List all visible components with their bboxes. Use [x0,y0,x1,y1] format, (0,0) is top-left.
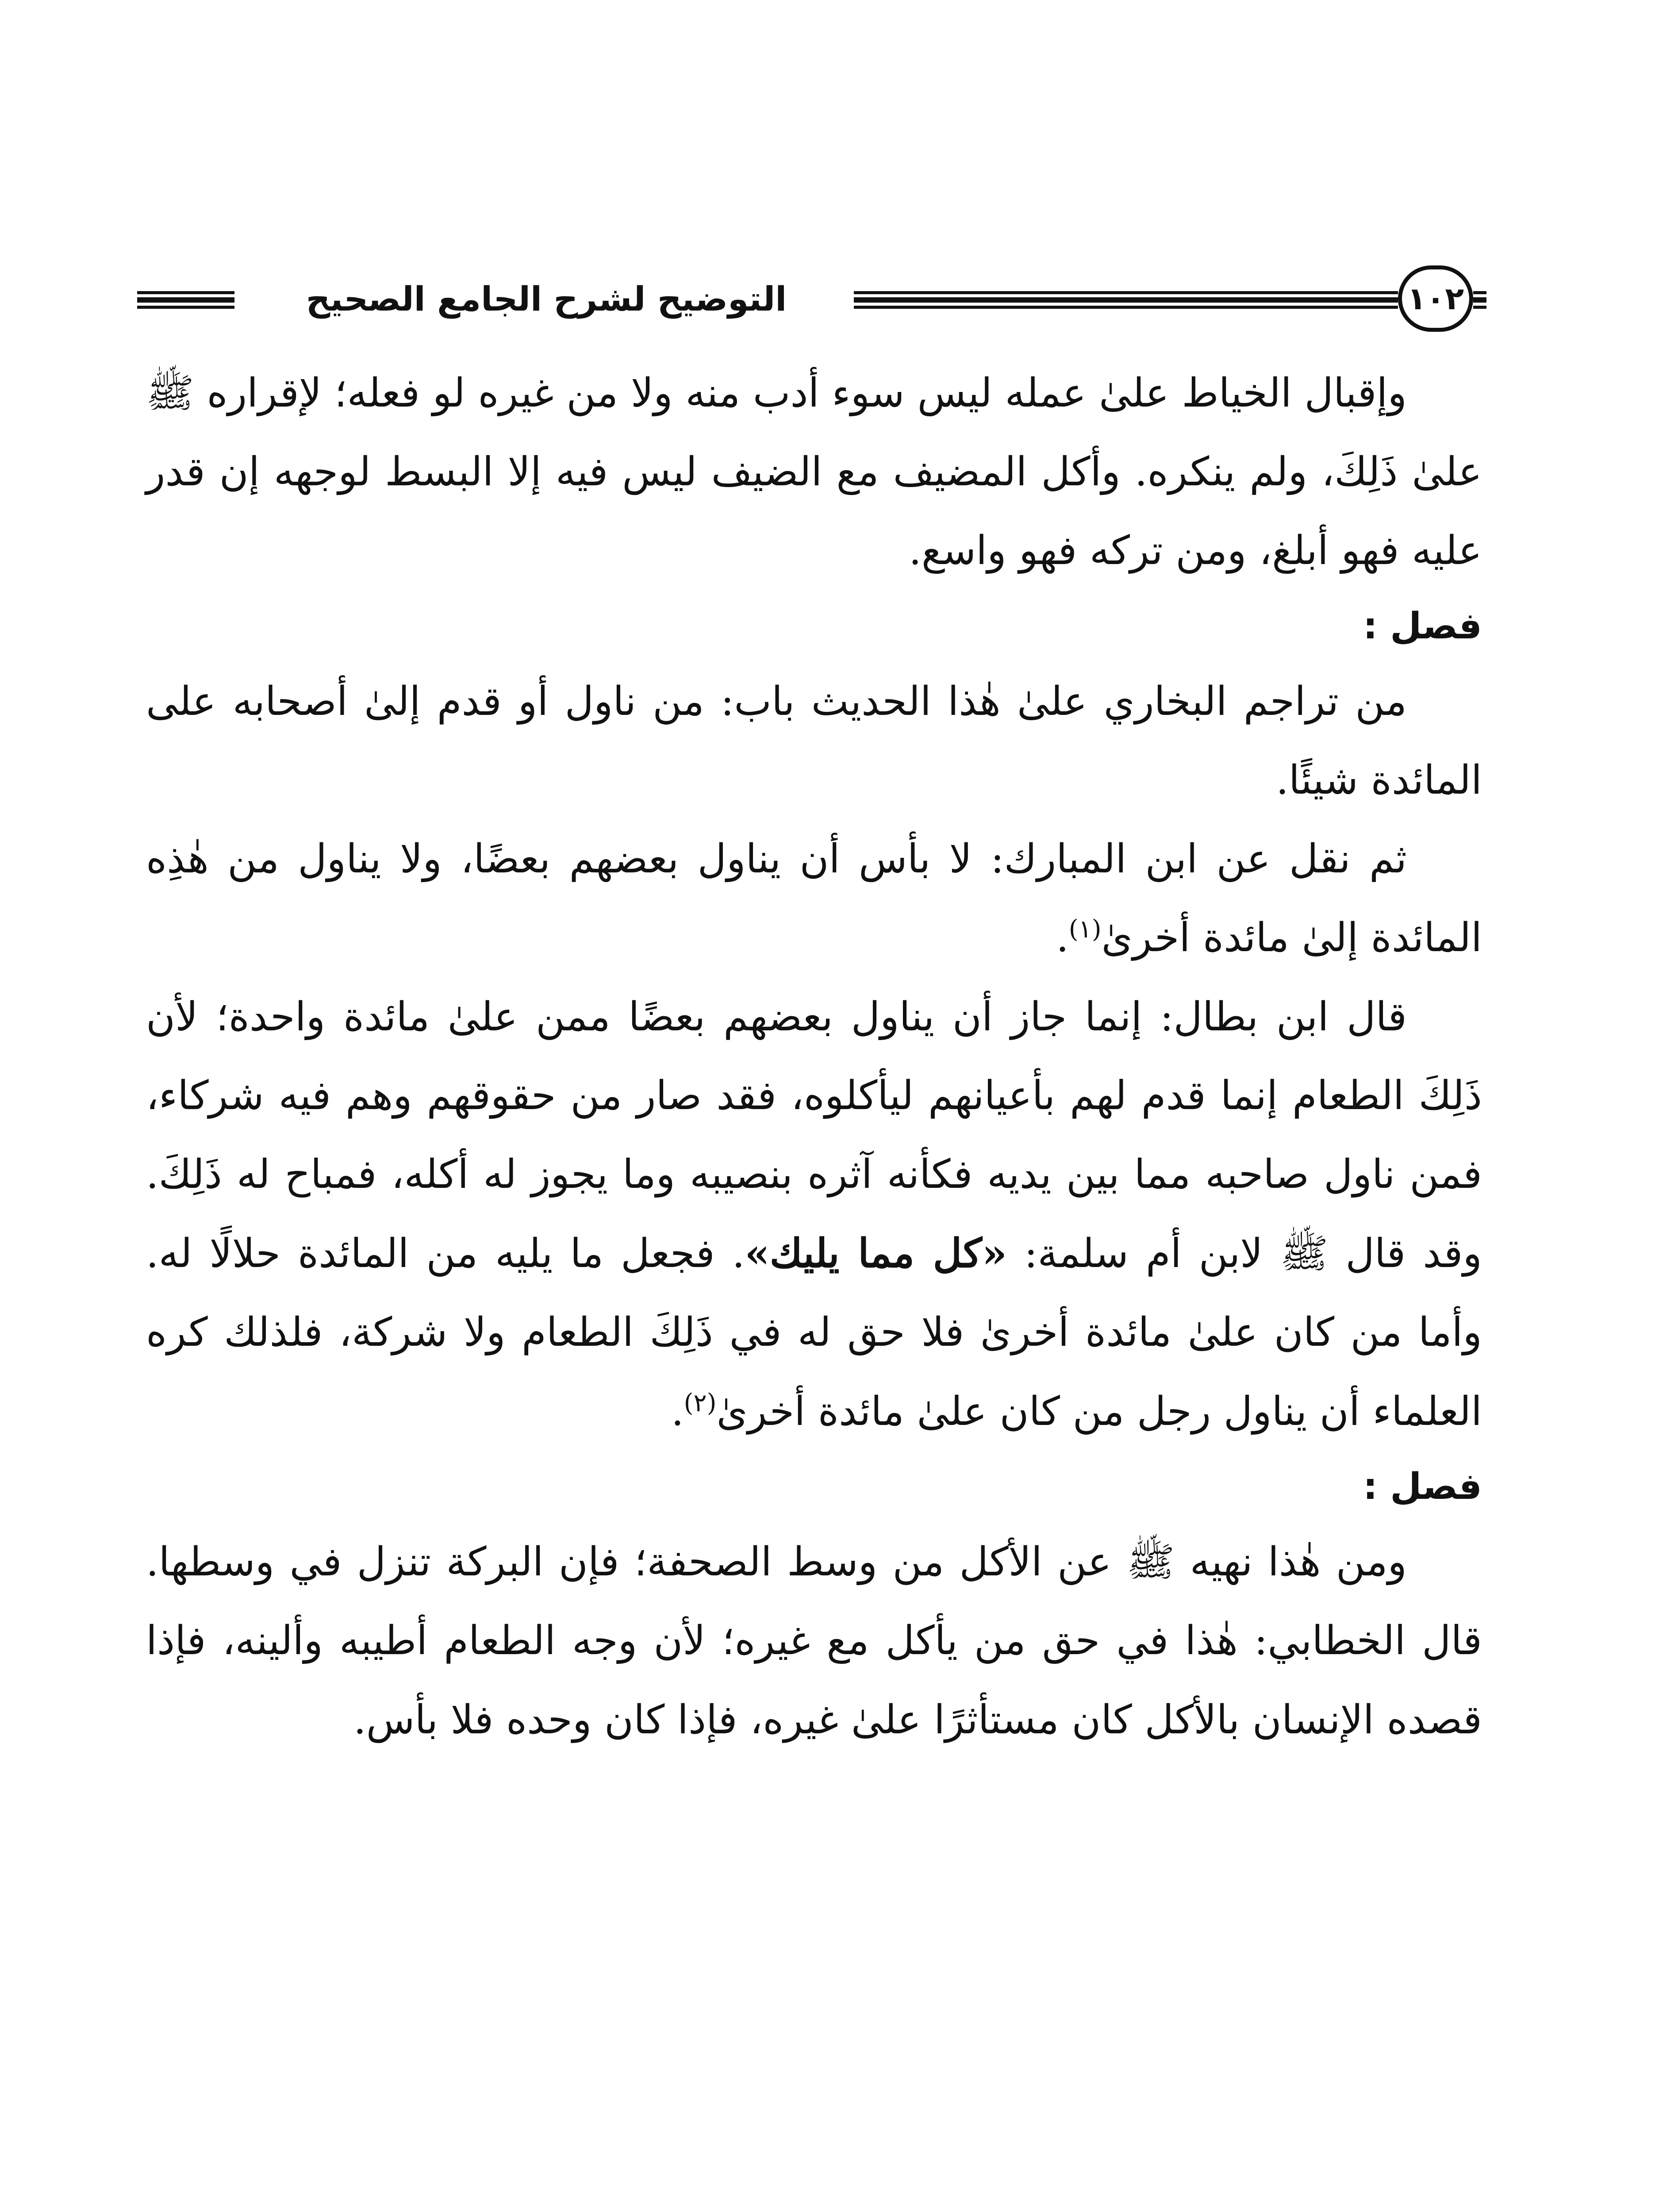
section-heading-2: فصل : [1363,1465,1482,1508]
paragraph-1: وإقبال الخياط علىٰ عمله ليس سوء أدب منه ولا من غيره لو فعله؛ لإقراره ﷺ علىٰ ذَلِكَ، ولم ينكره. وأكل المضيف مع الضيف ليس فيه إلا البسط لوجهه إن قدر عليه فهو أبلغ، ومن تركه فهو واسع. [146,370,1482,574]
paragraph-2: من تراجم البخاري علىٰ هٰذا الحديث باب: من ناول أو قدم إلىٰ أصحابه على المائدة شيئًا. [146,678,1482,804]
paragraph-3 [146,820,1482,977]
header-rule-left [137,291,234,309]
hadith-quote: «كل مما يليك» [745,1230,1007,1277]
header-rule-right [1473,291,1486,309]
paragraph-3-end: . [1056,914,1069,961]
paragraph-4-end: . [671,1388,684,1435]
running-title: التوضيح لشرح الجامع الصحيح [306,279,787,319]
footnote-ref-2: (٢) [684,1388,717,1417]
paragraph-5: ومن هٰذا نهيه ﷺ عن الأكل من وسط الصحفة؛ فإن البركة تنزل في وسطها. قال الخطابي: هٰذا في حق من يأكل مع غيره؛ لأن وجه الطعام أطيبه وألينه، فإذا قصده الإنسان بالأكل كان مستأثرًا علىٰ غيره، فإذا كان وحده فلا بأس. [146,1539,1482,1743]
paragraph-4 [146,978,1482,1451]
main-text [146,354,1482,1759]
header-rule-middle [854,291,1398,309]
page-number-frame [1398,265,1473,332]
paragraph-4-part-b: . فجعل ما يليه من المائدة حلالًا له. وأما من كان علىٰ مائدة أخرىٰ فلا حق له في ذَلِكَ الطعام ولا شركة، فلذلك كره العلماء أن يناول رجل من كان علىٰ مائدة أخرىٰ [146,1230,1482,1435]
paragraph-3-text: ثم نقل عن ابن المبارك: لا بأس أن يناول بعضهم بعضًا، ولا يناول من هٰذِه المائدة إلىٰ مائدة أخرىٰ [146,836,1482,961]
page-header [137,265,1482,332]
section-heading-1: فصل : [1363,605,1482,647]
footnote-ref-1: (١) [1068,915,1102,944]
paragraph-4-part-a: قال ابن بطال: إنما جاز أن يناول بعضهم بعضًا ممن علىٰ مائدة واحدة؛ لأن ذَلِكَ الطعام إنما قدم لهم بأعيانهم ليأكلوه، فقد صار من حقوقهم وهم فيه شركاء، فمن ناول صاحبه مما بين يديه فكأنه آثره بنصيبه وما يجوز له أكله، فمباح له ذَلِكَ. وقد قال ﷺ لابن أم سلمة: [146,993,1482,1277]
page-number: ١٠٢ [1407,280,1464,317]
